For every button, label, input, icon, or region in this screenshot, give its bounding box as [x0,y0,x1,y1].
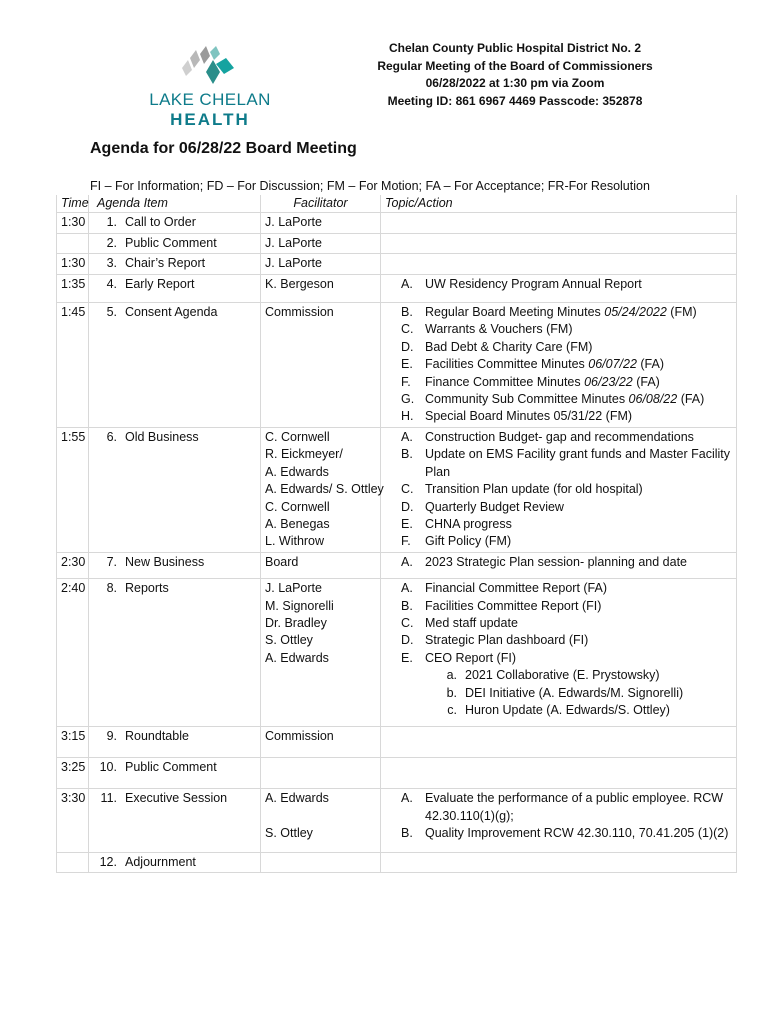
item-cell: 11. Executive Session [89,789,261,852]
facilitator-cell: K. Bergeson [261,274,381,302]
item-cell: 8. Reports [89,579,261,727]
table-row [57,552,737,578]
time-cell: 1:30 [57,254,89,274]
facilitator-cell: J. LaPorte M. Signorelli Dr. Bradley S. Ottley A. Edwards [261,579,381,727]
logo-text-line1: LAKE CHELAN [149,90,271,109]
table-row [57,233,737,253]
logo-text-line2: HEALTH [170,110,250,129]
facilitator-cell [261,852,381,872]
table-row [57,213,737,233]
topic-cell: A. Evaluate the performance of a public employee. RCW 42.30.110(1)(g); B. Quality Improvement RCW 42.30.110, 70.41.205 (1)(2) [381,789,737,852]
item-cell: 12. Adjournment [89,852,261,872]
topic-cell [381,727,737,758]
agenda-table [56,195,737,873]
facilitator-cell: A. Edwards S. Ottley [261,789,381,852]
topic-cell [381,233,737,253]
facilitator-cell: Commission [261,303,381,428]
time-cell: 1:35 [57,274,89,302]
column-header-item: Agenda Item [89,195,261,213]
facilitator-cell: J. LaPorte [261,254,381,274]
column-header-time: Time [57,195,89,213]
organization-logo [140,44,280,134]
topic-cell: A. Construction Budget- gap and recommendations B. Update on EMS Facility grant funds and Master Facility Plan C. Transition Plan update (for old hospital) D. Quarterly Budget Review E. CHNA progress F. Gift Policy (FM) [381,427,737,552]
time-cell: 2:40 [57,579,89,727]
item-cell: 5. Consent Agenda [89,303,261,428]
table-row [57,303,737,428]
leaf-logo-icon [180,44,240,89]
topic-cell [381,758,737,789]
item-cell: 6. Old Business [89,427,261,552]
facilitator-cell: J. LaPorte [261,233,381,253]
page-title: Agenda for 06/28/22 Board Meeting [90,140,357,157]
column-header-topic: Topic/Action [381,195,737,213]
table-row [57,727,737,758]
time-cell [57,852,89,872]
header-meeting-type: Regular Meeting of the Board of Commissioners [377,58,653,73]
topic-cell: B. Regular Board Meeting Minutes 05/24/2022 (FM) C. Warrants & Vouchers (FM) D. Bad Debt & Charity Care (FM) E. Facilities Committee Minutes 06/07/22 (FA) F. Finance Committee Minutes 06/23/22 (FA) G. Community Sub Committee Minutes 06/08/22 (FA) H. Special Board Minutes 05/31/22 (FM) [381,303,737,428]
table-row [57,274,737,302]
item-cell: 2. Public Comment [89,233,261,253]
header-meeting-id: Meeting ID: 861 6967 4469 Passcode: 352878 [387,93,643,108]
topic-cell [381,213,737,233]
facilitator-cell: Board [261,552,381,578]
time-cell: 1:45 [57,303,89,428]
time-cell: 3:15 [57,727,89,758]
time-cell: 1:55 [57,427,89,552]
item-cell: 4. Early Report [89,274,261,302]
topic-cell: A. 2023 Strategic Plan session- planning and date [381,552,737,578]
facilitator-cell: C. Cornwell R. Eickmeyer/ A. Edwards A. Edwards/ S. Ottley C. Cornwell A. Benegas L. Withrow [261,427,381,552]
table-header-row [57,195,737,213]
time-cell: 3:30 [57,789,89,852]
topic-cell [381,852,737,872]
header-date: 06/28/2022 at 1:30 pm via Zoom [425,76,605,90]
facilitator-cell [261,758,381,789]
time-cell [57,233,89,253]
legend-text: FI – For Information; FD – For Discussion; FM – For Motion; FA – For Acceptance; FR-For Resolution [90,179,650,193]
topic-cell [381,254,737,274]
item-cell: 10. Public Comment [89,758,261,789]
time-cell: 1:30 [57,213,89,233]
item-cell: 9. Roundtable [89,727,261,758]
header-district: Chelan County Public Hospital District No. 2 [388,41,642,55]
facilitator-cell: Commission [261,727,381,758]
meeting-header [360,40,670,110]
column-header-facilitator: Facilitator [261,195,381,213]
table-row [57,758,737,789]
time-cell: 3:25 [57,758,89,789]
topic-cell: A. Financial Committee Report (FA) B. Facilities Committee Report (FI) C. Med staff update D. Strategic Plan dashboard (FI) E. CEO Report (FI) a. 2021 Collaborative (E. Prystowsky) b. DEI Initiative (A. Edwards/M. Signorelli) c. Huron Update (A. Edwards/S. Ottley) [381,579,737,727]
table-row [57,579,737,727]
item-cell: 3. Chair’s Report [89,254,261,274]
facilitator-cell: J. LaPorte [261,213,381,233]
time-cell: 2:30 [57,552,89,578]
item-cell: 1. Call to Order [89,213,261,233]
topic-cell: A. UW Residency Program Annual Report [381,274,737,302]
table-row [57,427,737,552]
item-cell: 7. New Business [89,552,261,578]
table-row [57,254,737,274]
table-row [57,789,737,852]
table-row [57,852,737,872]
